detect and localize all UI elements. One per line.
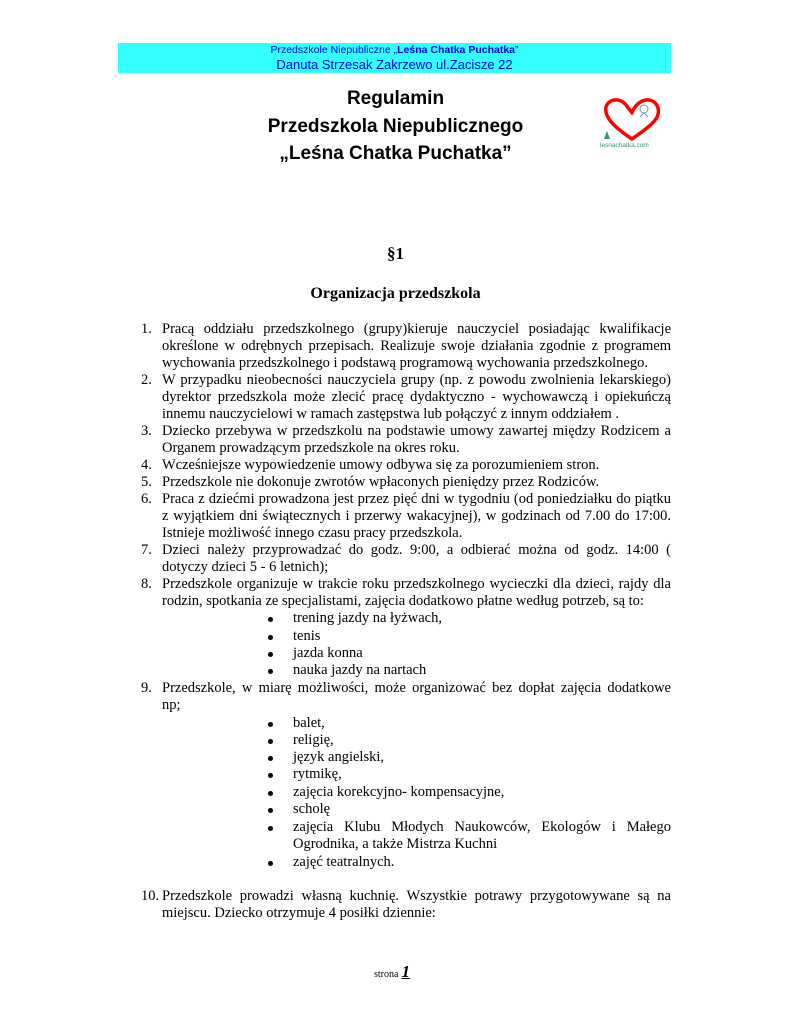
logo-text: lesnachatka.com [600,142,649,149]
list-item-number: 7. [141,542,152,558]
list-item-text-line: dyrektor przedszkola może zlecić pracę dydaktyczno - wychowawczą i opiekuńczą [162,389,671,405]
list-item-number: 10. [141,888,160,904]
list-item-text-line: wychowania przedszkolnego i podstawą programową wychowania przedszkolnego. [162,355,648,371]
bullet-icon [268,617,273,622]
list-item-number: 2. [141,372,152,388]
list-item-text-line: Przedszkole organizuje w trakcie roku przedszkolnego wycieczki dla dzieci, rajdy dla [162,576,671,592]
header-banner [118,43,671,73]
list-item-text-line: Istnieje możliwość innego czasu pracy przedszkola. [162,525,463,541]
header-prefix: Przedszkole Niepubliczne „ [270,44,398,56]
list-item-number: 8. [141,576,152,592]
bullet-icon [268,808,273,813]
bullet-item: zajęcia korekcyjno- kompensacyjne, [293,784,505,800]
list-item-number: 3. [141,423,152,439]
header-name: Leśna Chatka Puchatka [397,44,516,56]
page-footer [374,962,410,982]
bullet-item: zajęć teatralnych. [293,854,395,870]
list-item-text-line: Przedszkole prowadzi własną kuchnię. Wszystkie potrawy przygotowywane są na [162,888,671,904]
bullet-icon [268,669,273,674]
bullet-item: scholę [293,801,331,817]
list-item-text-line: określone w odrębnych przepisach. Realizuje swoje działania zgodnie z programem [162,338,671,354]
title-line-3: „Leśna Chatka Puchatka” [279,143,512,164]
heart-logo-graphic [600,95,664,145]
list-item-text-line: Organem prowadzącym przedszkole na okres roku. [162,440,460,456]
list-item-text-line: Dziecko przebywa w przedszkolu na podstawie umowy zawartej między Rodzicem a [162,423,671,439]
list-item-text-line: Pracą oddziału przedszkolnego (grupy)kieruje nauczyciel posiadając kwalifikacje [162,321,671,337]
bullet-item: religię, [293,732,334,748]
bullet-item: jazda konna [293,645,363,661]
bullet-icon [268,756,273,761]
footer-label: strona [374,969,399,980]
section-number: §1 [387,244,404,263]
list-item-text-line: Dzieci należy przyprowadzać do godz. 9:00, a odbierać można od godz. 14:00 ( [162,542,671,558]
bullet-item: Ogrodnika, a także Mistrza Kuchni [293,836,498,852]
list-item-number: 1. [141,321,152,337]
bullet-item: balet, [293,715,325,731]
list-item-text-line: dotyczy dzieci 5 - 6 letnich); [162,559,329,575]
list-item-number: 5. [141,474,152,490]
heart-logo-icon [600,95,664,153]
list-item-text-line: W przypadku nieobecności nauczyciela grupy (np. z powodu zwolnienia lekarskiego) [162,372,671,388]
bullet-item: tenis [293,628,321,644]
list-item-number: 4. [141,457,152,473]
section-heading: Organizacja przedszkola [310,285,481,302]
bullet-icon [268,635,273,640]
bullet-icon [268,652,273,657]
bullet-item: nauka jazdy na nartach [293,662,427,678]
bullet-item: zajęcia Klubu Młodych Naukowców, Ekologów i Małego [293,819,671,835]
title-line-1: Regulamin [346,88,445,109]
bullet-item: rytmikę, [293,766,342,782]
bullet-item: trening jazdy na łyżwach, [293,610,442,626]
list-item-text-line: rodzin, spotkania ze specjalistami, zajęcia dodatkowo płatne według potrzeb, są to: [162,593,644,609]
list-item-text-line: np; [162,697,181,713]
list-item-text-line: Przedszkole nie dokonuje zwrotów wpłaconych pieniędzy przez Rodziców. [162,474,600,490]
header-address: Danuta Strzesak Zakrzewo ul.Zacisze 22 [276,57,513,72]
list-item-text-line: z wyjątkiem dni świątecznych i przerwy wakacyjnej), w godzinach od 7.00 do 17:00. [162,508,671,524]
bullet-icon [268,722,273,727]
list-item-number: 6. [141,491,152,507]
header-kindergarten-name [118,44,671,56]
bullet-icon [268,773,273,778]
title-line-2: Przedszkola Niepublicznego [267,116,524,137]
header-suffix: ” [515,44,519,56]
bullet-icon [268,791,273,796]
list-item-text-line: Wcześniejsze wypowiedzenie umowy odbywa się za porozumieniem stron. [162,457,600,473]
page-number: 1 [401,962,410,981]
list-item-text-line: miejscu. Dziecko otrzymuje 4 posiłki dziennie: [162,905,436,921]
bullet-icon [268,861,273,866]
list-item-text-line: Praca z dziećmi prowadzona jest przez pięć dni w tygodniu (od poniedziałku do piątku [162,491,671,507]
bullet-icon [268,826,273,831]
bullet-icon [268,739,273,744]
bullet-item: język angielski, [293,749,385,765]
list-item-text-line: innemu nauczycielowi w ramach zastępstwa lub połączyć z innym oddziałem . [162,406,619,422]
list-item-text-line: Przedszkole, w miarę możliwości, może organizować bez dopłat zajęcia dodatkowe [162,680,671,696]
list-item-number: 9. [141,680,152,696]
